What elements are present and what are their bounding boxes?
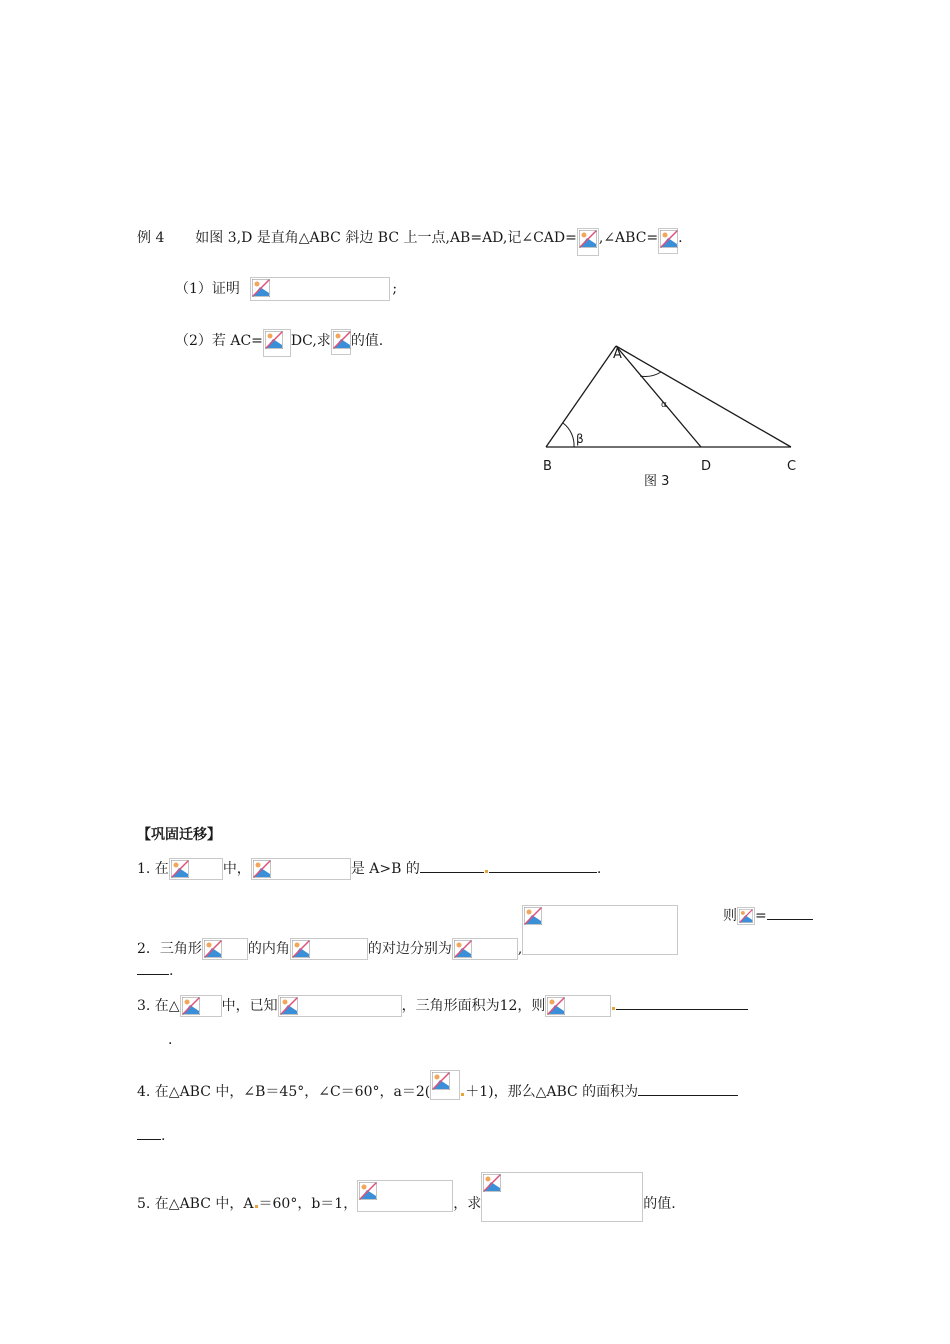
- formula-image-icon: [290, 938, 368, 960]
- q5-text-d: 的值.: [643, 1196, 676, 1212]
- example-part1: [175, 277, 397, 301]
- alpha-label: α: [661, 400, 667, 410]
- example-label: 例 4: [137, 230, 165, 246]
- question-2: [137, 905, 678, 960]
- vertex-b-label: B: [543, 459, 552, 474]
- side-ac: [616, 346, 791, 447]
- section-title: 【巩固迁移】: [137, 827, 221, 843]
- question-2-tail: [723, 905, 813, 926]
- q2-text-d: ,: [517, 941, 523, 957]
- q3-end: .: [168, 1032, 173, 1048]
- q2-text-e: 则: [723, 908, 737, 924]
- formula-image-icon: [278, 995, 402, 1017]
- example-end: .: [678, 230, 683, 246]
- question-4: [137, 1070, 738, 1102]
- q2-text-b: 的内角: [247, 941, 290, 957]
- example-intro: 如图 3,D 是直角△ABC 斜边 BC 上一点,AB=AD,记∠CAD=: [195, 230, 577, 246]
- q2-text-f: =: [755, 908, 767, 924]
- example-4-line: [137, 228, 683, 256]
- answer-blank: [137, 1125, 161, 1140]
- q1-text-a: 1. 在: [137, 861, 169, 877]
- q1-end: .: [596, 861, 602, 877]
- q5-text-b: ＝60°，b＝1，: [258, 1196, 358, 1212]
- formula-image-icon: [737, 907, 755, 925]
- formula-image-icon: [250, 277, 390, 301]
- question-3: [137, 995, 748, 1017]
- q4-text-a: 4. 在△ABC 中，∠B＝45°，∠C＝60°，a＝2(: [137, 1084, 431, 1100]
- example-part2: [175, 329, 383, 357]
- answer-blank: [767, 905, 813, 920]
- marker-dot: [485, 870, 488, 873]
- part1-label: （1）证明: [175, 281, 240, 297]
- formula-image-icon: [331, 329, 351, 355]
- marker-dot: [461, 1093, 464, 1096]
- formula-image-icon: [545, 995, 611, 1017]
- formula-image-icon: [430, 1070, 460, 1100]
- q3-text-a: 3. 在△: [137, 998, 180, 1014]
- q1-text-b: 中，: [222, 861, 251, 877]
- formula-image-icon: [202, 938, 248, 960]
- part2-c: 的值.: [350, 333, 384, 349]
- formula-image-icon: [251, 858, 351, 880]
- answer-blank: [137, 960, 169, 975]
- answer-blank: [616, 995, 748, 1010]
- formula-image-icon: [357, 1180, 453, 1212]
- part2-b: DC,求: [290, 333, 331, 349]
- formula-image-icon: [452, 938, 518, 960]
- formula-image-icon: [263, 329, 291, 357]
- answer-blank: [420, 858, 484, 873]
- q3-text-b: 中，已知: [221, 998, 278, 1014]
- vertex-c-label: C: [787, 459, 797, 474]
- vertex-a-label: A: [613, 347, 622, 362]
- formula-image-icon: [180, 995, 222, 1017]
- marker-dot: [255, 1205, 258, 1208]
- question-4-cont: [137, 1125, 165, 1146]
- q2-end: .: [169, 963, 174, 979]
- segment-ad: [616, 346, 701, 447]
- answer-blank: [638, 1081, 738, 1096]
- question-1: [137, 858, 601, 880]
- triangle-figure: [530, 340, 810, 490]
- beta-label: β: [576, 432, 584, 446]
- formula-image-icon: [658, 228, 678, 254]
- part2-a: （2）若 AC=: [175, 333, 263, 349]
- q5-text-a: 5. 在△ABC 中，A: [137, 1196, 254, 1212]
- marker-dot: [612, 1007, 615, 1010]
- angle-beta-arc: [563, 423, 574, 447]
- q2-text-c: 的对边分别为: [367, 941, 452, 957]
- question-5: [137, 1172, 676, 1222]
- formula-image-icon: [481, 1172, 643, 1222]
- q2-text-a: 2．三角形: [137, 941, 202, 957]
- formula-image-icon: [169, 858, 223, 880]
- q1-text-c: 是 A>B 的: [350, 861, 420, 877]
- formula-image-icon: [522, 905, 678, 955]
- question-2-cont: [137, 960, 173, 981]
- q5-text-c: ，求: [453, 1196, 482, 1212]
- q4-end: .: [161, 1128, 166, 1144]
- part1-end: ;: [392, 281, 398, 297]
- figure-caption: 图 3: [644, 474, 670, 489]
- angle-alpha-arc: [640, 372, 661, 376]
- answer-blank: [489, 858, 597, 873]
- formula-image-icon: [577, 228, 599, 256]
- q3-text-c: ，三角形面积为12，则: [401, 998, 546, 1014]
- vertex-d-label: D: [701, 459, 712, 474]
- example-sep: ,∠ABC=: [598, 230, 659, 246]
- q4-text-b: ＋1)，那么△ABC 的面积为: [465, 1084, 639, 1100]
